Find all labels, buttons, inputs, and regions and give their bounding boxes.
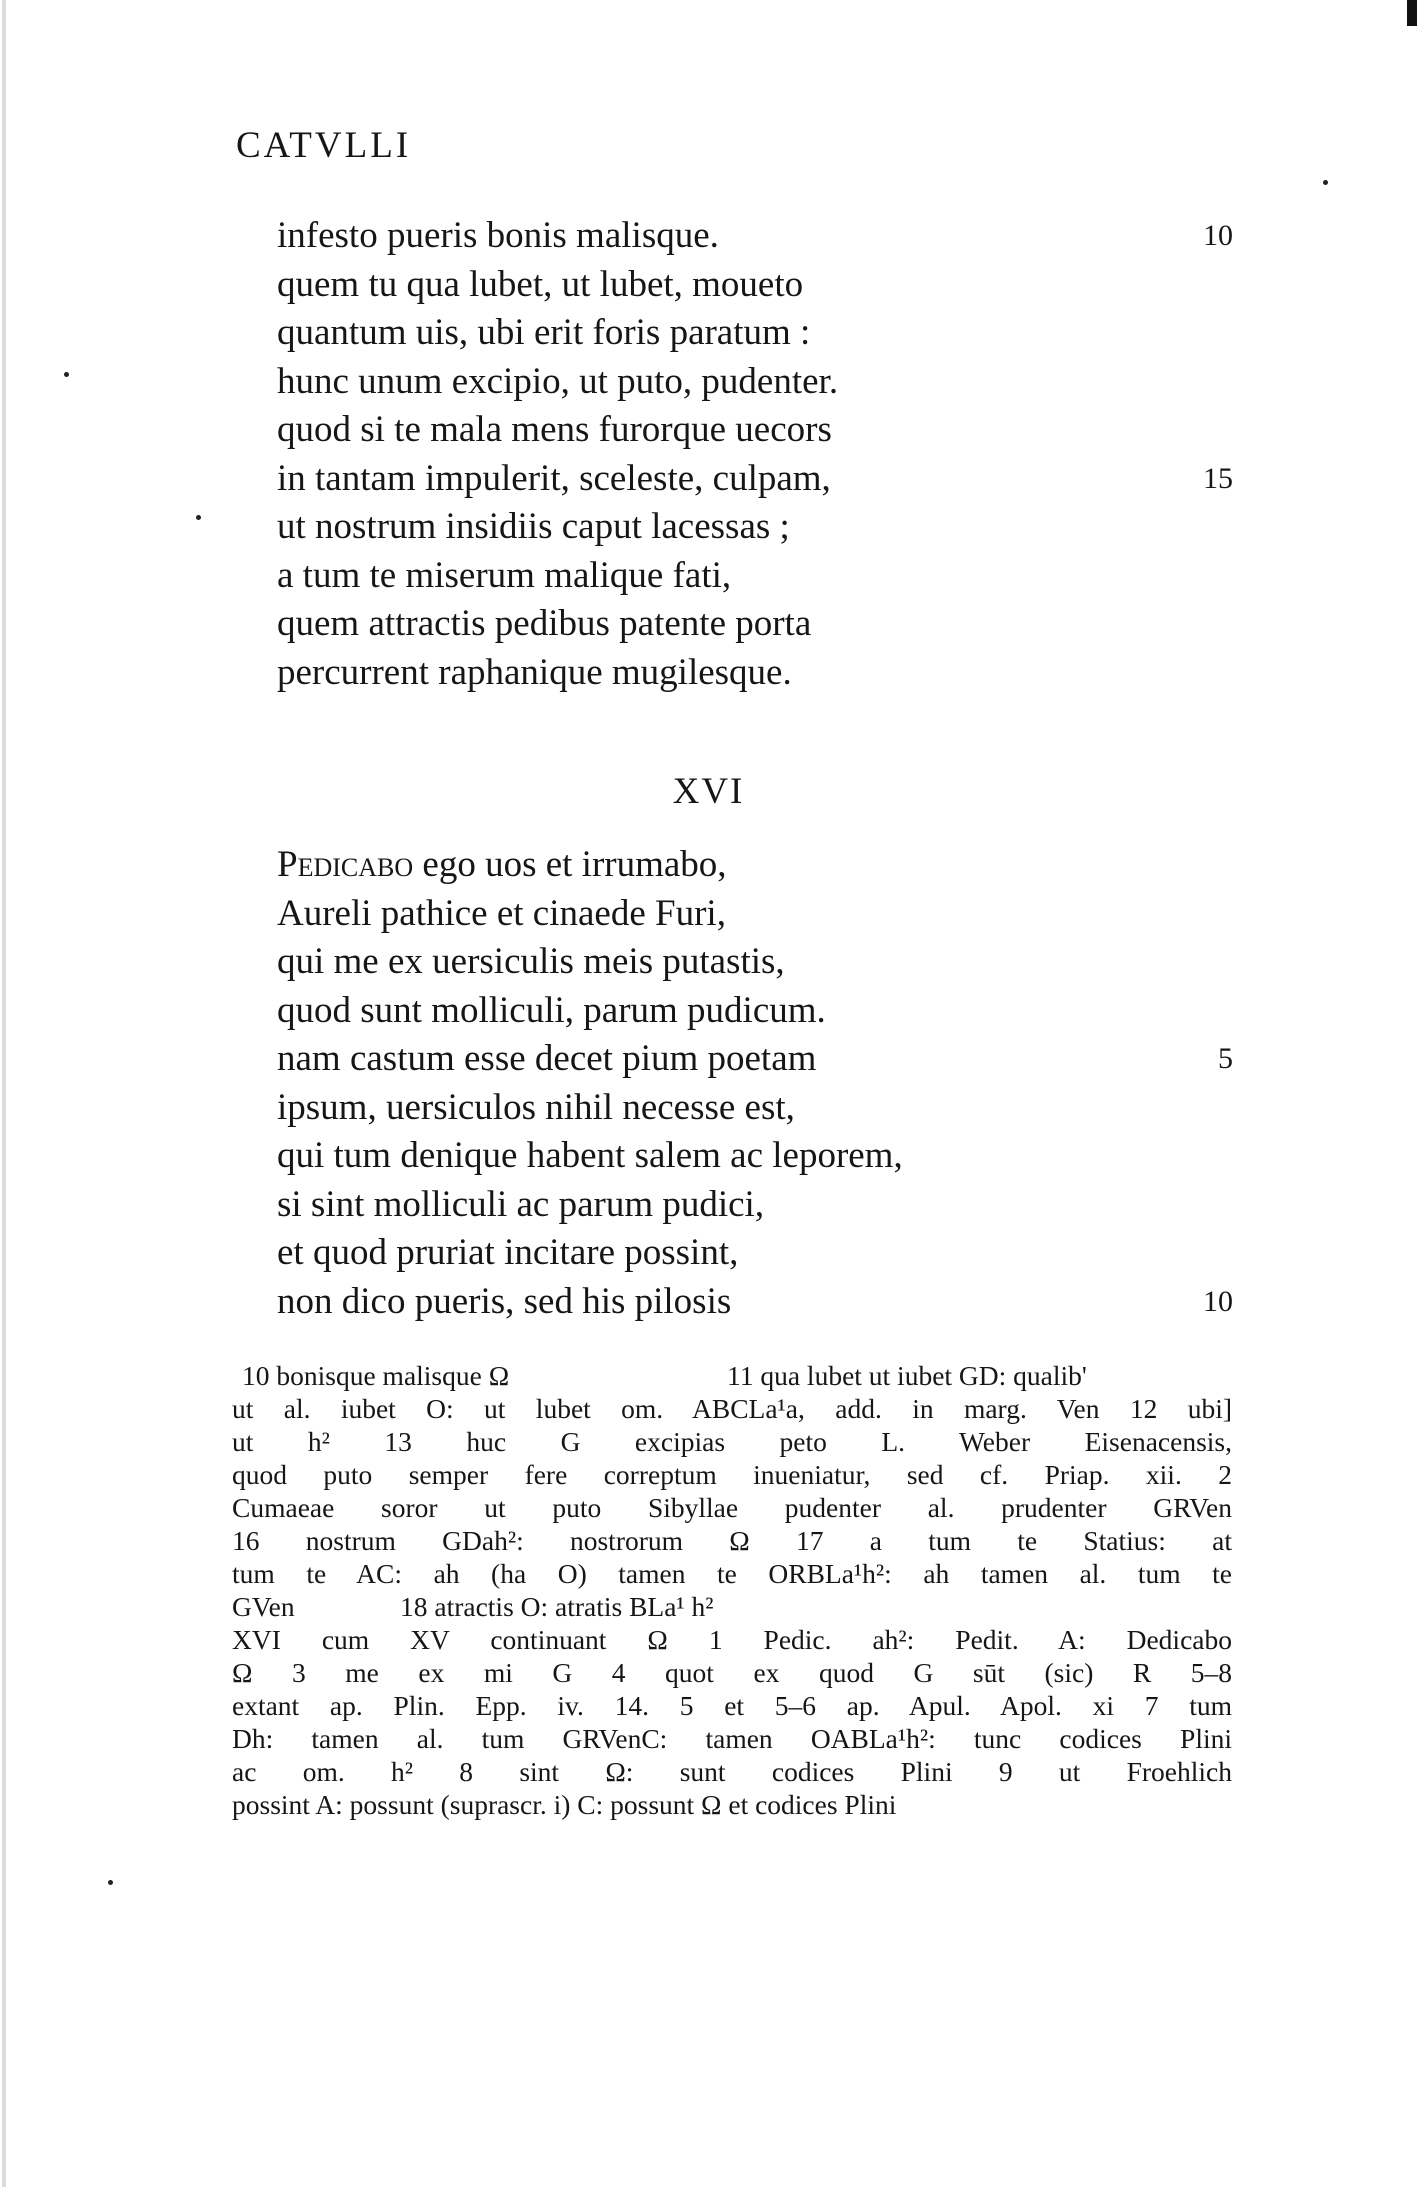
running-head: CATVLLI <box>236 125 412 166</box>
verse-line: in tantam impulerit, sceleste, culpam, 15 <box>277 455 1307 504</box>
apparatus-line: 16 nostrum GDah²: nostrorum Ω 17 a tum te Statius: at <box>232 1525 1232 1556</box>
scan-speck <box>1323 180 1328 185</box>
first-word: Pedicabo <box>277 844 414 885</box>
verse-line: non dico pueris, sed his pilosis 10 <box>277 1278 1307 1327</box>
verse-line: percurrent raphanique mugilesque. <box>277 651 792 693</box>
apparatus-line: ut al. iubet O: ut lubet om. ABCLa¹a, add. in marg. Ven 12 ubi] <box>232 1393 1232 1424</box>
poem-heading: XVI <box>672 771 745 812</box>
apparatus-line: Cumaeae soror ut puto Sibyllae pudenter al. prudenter GRVen <box>232 1492 1232 1523</box>
verse-line: quod si te mala mens furorque uecors <box>277 409 832 450</box>
verse-line: qui tum denique habent salem ac leporem, <box>277 1135 903 1176</box>
verse-line: quem attractis pedibus patente porta <box>277 603 812 644</box>
apparatus-line: ac om. h² 8 sint Ω: sunt codices Plini 9 ut Froehlich <box>232 1756 1232 1787</box>
verse-line: quantum uis, ubi erit foris paratum : <box>277 312 811 353</box>
verse-line: Pedicabo ego uos et irrumabo, <box>277 844 727 885</box>
apparatus-line: XVI cum XV continuant Ω 1 Pedic. ah²: Pedit. A: Dedicabo <box>232 1624 1232 1655</box>
apparatus-line: possint A: possunt (suprascr. i) C: possunt Ω et codices Plini <box>232 1789 897 1820</box>
verse-line: nam castum esse decet pium poetam 5 <box>277 1035 1307 1084</box>
critical-apparatus <box>232 1359 1232 1821</box>
apparatus-line: ut h² 13 huc G excipias peto L. Weber Eisenacensis, <box>232 1426 1232 1457</box>
apparatus-line: extant ap. Plin. Epp. iv. 14. 5 et 5–6 ap. Apul. Apol. xi 7 tum <box>232 1690 1232 1721</box>
line-number: 5 <box>1218 1042 1233 1075</box>
apparatus-line: tum te AC: ah (ha O) tamen te ORBLa¹h²: ah tamen al. tum te <box>232 1558 1232 1589</box>
verse-line: ut nostrum insidiis caput lacessas ; <box>277 506 790 547</box>
apparatus-line: quod puto semper fere correptum inueniatur, sed cf. Priap. xii. 2 <box>232 1459 1232 1490</box>
line-number: 10 <box>1203 219 1233 252</box>
verse-line: a tum te miserum malique fati, <box>277 554 732 596</box>
apparatus-line: GVen 18 atractis O: atratis BLa¹ h² <box>232 1591 714 1622</box>
scan-speck <box>108 1880 113 1885</box>
verse-line: ipsum, uersiculos nihil necesse est, <box>277 1086 795 1128</box>
verse-line: Aureli pathice et cinaede Furi, <box>277 892 726 934</box>
scan-speck <box>64 372 69 377</box>
verse-line: et quod pruriat incitare possint, <box>277 1232 739 1273</box>
poem-xv-lines <box>277 212 1307 697</box>
apparatus-line: Dh: tamen al. tum GRVenC: tamen OABLa¹h²: tunc codices Plini <box>232 1723 1232 1754</box>
apparatus-line: 10 bonisque malisque Ω 11 qua lubet ut iubet GD: qualib' <box>242 1360 1087 1391</box>
scan-gutter <box>2 0 6 2187</box>
scan-speck <box>196 515 201 520</box>
apparatus-line: Ω 3 me ex mi G 4 quot ex quod G sūt (sic) R 5–8 <box>232 1657 1232 1688</box>
line-number: 10 <box>1203 1284 1233 1318</box>
verse-line: infesto pueris bonis malisque. 10 <box>277 212 1307 261</box>
line-number: 15 <box>1203 461 1233 495</box>
verse-line: qui me ex uersiculis meis putastis, <box>277 941 785 982</box>
verse-line: quem tu qua lubet, ut lubet, moueto <box>277 263 804 305</box>
verse-line: quod sunt molliculi, parum pudicum. <box>277 989 826 1031</box>
verse-line: hunc unum excipio, ut puto, pudenter. <box>277 360 839 402</box>
poem-xvi-lines <box>277 841 1307 1326</box>
scan-corner-mark <box>1407 0 1417 26</box>
verse-line: si sint molliculi ac parum pudici, <box>277 1183 765 1225</box>
